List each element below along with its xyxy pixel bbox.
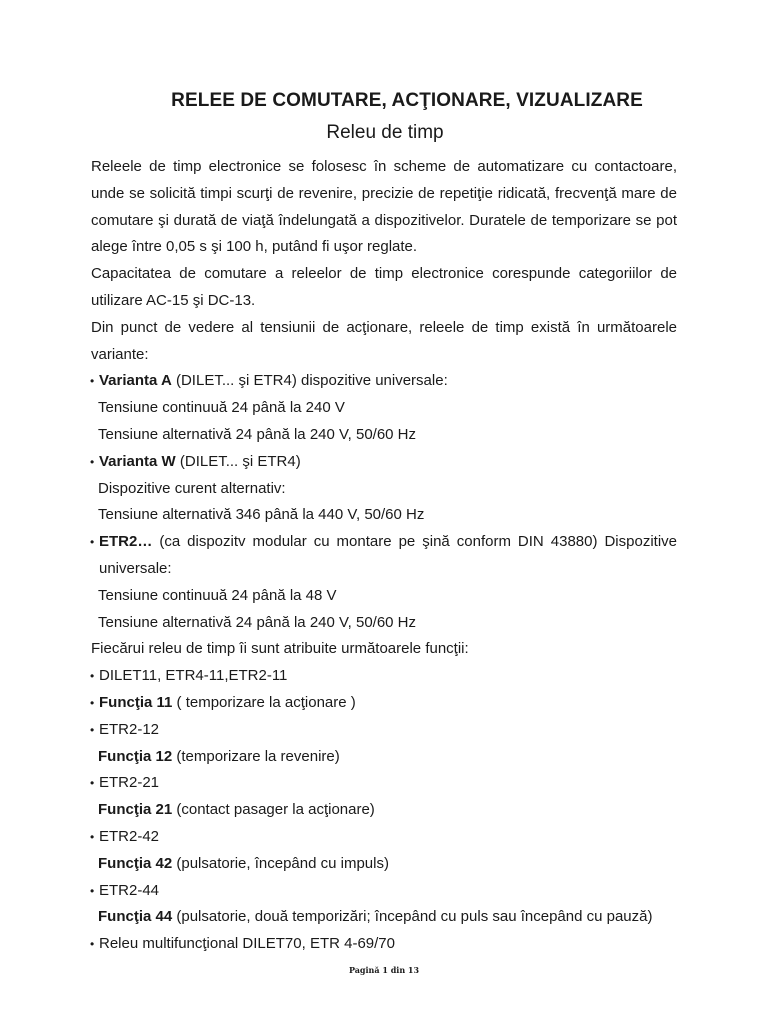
function-21-label: Funcţia 21	[98, 801, 173, 819]
list-item-multifunction	[91, 931, 677, 958]
function-12-text: (temporizare la revenire)	[172, 747, 340, 765]
variant-a-dc: Tensiune continuuă 24 până la 240 V	[98, 399, 345, 417]
page-footer: Pagină 1 din 13	[348, 965, 420, 975]
bullet-icon: •	[90, 454, 95, 469]
paragraph-capacity: Capacitatea de comutare a releelor de timp electronice corespunde categoriilor de utilizare AC-15 şi DC-13.	[91, 265, 677, 309]
bullet-icon: •	[90, 374, 95, 389]
document-page	[91, 90, 677, 958]
variant-a-label: Varianta A	[99, 372, 172, 390]
list-item-varianta-a	[91, 368, 677, 395]
dilet11-text: DILET11, ETR4-11,ETR2-11	[99, 667, 288, 685]
bullet-icon: •	[90, 669, 95, 684]
list-item-dilet11	[91, 663, 677, 690]
variant-w-desc: Dispozitive curent alternativ:	[98, 479, 286, 497]
list-item-etr2-21	[91, 770, 677, 797]
list-item-etr2-44	[91, 878, 677, 905]
document-subtitle: Releu de timp	[326, 122, 444, 143]
bullet-icon: •	[90, 695, 95, 710]
function-42	[91, 851, 677, 878]
function-42-label: Funcţia 42	[98, 854, 173, 872]
variant-a-text: (DILET... şi ETR4) dispozitive universale:	[171, 372, 448, 390]
etr2-44-text: ETR2-44	[99, 881, 160, 899]
list-item-etr2-42	[91, 824, 677, 851]
variant-a-ac: Tensiune alternativă 24 până la 240 V, 50/60 Hz	[98, 425, 417, 443]
paragraph-intro: Releele de timp electronice se folosesc în scheme de automatizare cu contactoare, unde se solicită timpi scurţi de revenire, precizie de repetiţie ridicată, frecvenţă mare de comutare şi durată de viaţă îndelungată a dispozitivelor. Duratele de temporizare se pot alege între 0,05 s şi 100 h, putând fi uşor reglate.	[91, 158, 677, 256]
variant-w-text: (DILET... şi ETR4)	[175, 452, 301, 470]
etr2-12-text: ETR2-12	[99, 720, 160, 738]
bullet-icon: •	[90, 776, 95, 791]
etr2-21-text: ETR2-21	[99, 774, 160, 792]
bullet-icon: •	[90, 829, 95, 844]
etr2-42-text: ETR2-42	[99, 827, 160, 845]
function-44-label: Funcţia 44	[98, 908, 173, 926]
variant-w-ac: Tensiune alternativă 346 până la 440 V, 50/60 Hz	[98, 506, 425, 524]
function-11-text: ( temporizare la acţionare )	[172, 693, 356, 711]
etr2-dc: Tensiune continuuă 24 până la 48 V	[98, 586, 337, 604]
paragraph-variants: Din punct de vedere al tensiunii de acţionare, releele de timp există în următoarele variante:	[91, 318, 677, 363]
multifunction-text: Releu multifuncţional DILET70, ETR 4-69/70	[99, 935, 395, 953]
function-44-text: (pulsatorie, două temporizări; începând cu puls sau începând cu pauză)	[172, 908, 653, 926]
bullet-icon: •	[90, 535, 95, 550]
list-item-varianta-w	[91, 449, 677, 476]
function-21	[91, 797, 677, 824]
list-item-function-11	[91, 690, 677, 717]
paragraph-functions: Fiecărui releu de timp îi sunt atribuite următoarele funcţii:	[91, 640, 469, 658]
etr2-ac: Tensiune alternativă 24 până la 240 V, 50/60 Hz	[98, 613, 417, 631]
document-title: RELEE DE COMUTARE, ACŢIONARE, VIZUALIZARE	[171, 90, 643, 111]
etr2-text: (ca dispozitv modular cu montare pe şină conform DIN 43880) Dispozitive universale:	[99, 533, 677, 577]
etr2-label: ETR2…	[99, 533, 153, 551]
bullet-icon: •	[90, 883, 95, 898]
function-44	[91, 904, 677, 931]
variant-w-label: Varianta W	[99, 452, 176, 470]
function-21-text: (contact pasager la acţionare)	[172, 801, 375, 819]
list-item-etr2-12	[91, 717, 677, 744]
function-11-label: Funcţia 11	[99, 693, 173, 711]
function-12	[91, 744, 677, 771]
function-12-label: Funcţia 12	[98, 747, 173, 765]
bullet-icon: •	[90, 937, 95, 952]
bullet-icon: •	[90, 722, 95, 737]
list-item-etr2	[91, 529, 677, 583]
function-42-text: (pulsatorie, începând cu impuls)	[172, 854, 389, 872]
